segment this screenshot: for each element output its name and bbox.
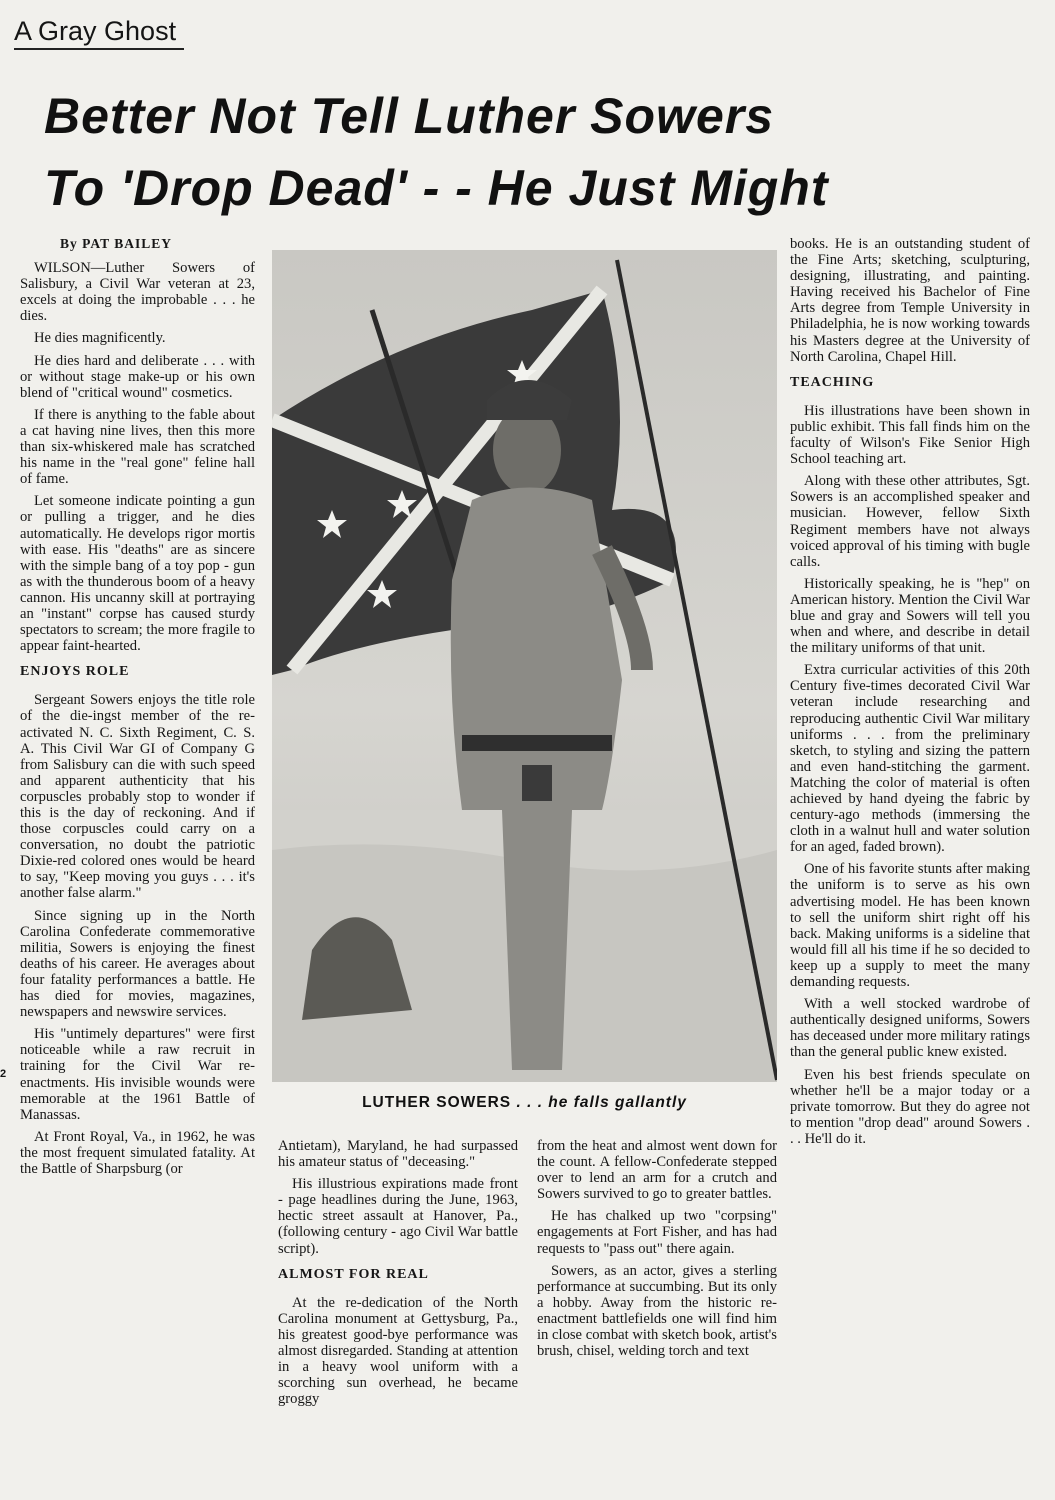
photo-illustration	[272, 250, 777, 1082]
paragraph: One of his favorite stunts after making the uniform is to serve as his own advertising model. He has been known to sell the uniform shirt right off his back. Making uniforms is a sideline that would fill all his time if he so decided to keep up a supply to meet the many demanding requests.	[790, 861, 1030, 991]
headline-line-2: To 'Drop Dead' - - He Just Might	[44, 160, 829, 216]
paragraph: With a well stocked wardrobe of authentically designed uniforms, Sowers has deceased under more military ratings than the general public knew existed.	[790, 996, 1030, 1061]
headline-line-1: Better Not Tell Luther Sowers	[44, 88, 775, 144]
paragraph: Sergeant Sowers enjoys the title role of the die-ingst member of the re-activated N. C. Sixth Regiment, C. S. A. This Civil War GI of Company G from Salisbury can die with such speed and apparent authenticity that his corpuscles probably stop to wonder if this is the day of reckoning. And if those corpuscles could carry on a conversation, no doubt the patriotic Dixie-red colored ones would be heard to say, "Keep moving you guys . . . it's another false alarm."	[20, 692, 255, 902]
subheading: ALMOST FOR REAL	[278, 1266, 429, 1282]
paragraph: Extra curricular activities of this 20th Century five-times decorated Civil War veteran include researching and reproducing authentic Civil War military uniforms . . . from the preliminary sketch, to styling and sizing the pattern and even hand-stitching the garment. Matching the color of material is often achieved by hand dyeing the fabric by century-ago methods (immersing the cloth in a walnut hull and water solution for an aged, faded brown).	[790, 662, 1030, 856]
paragraph: Let someone indicate pointing a gun or pulling a trigger, and he dies automatically. He develops rigor mortis with ease. His "deaths" are as sincere with the simple bang of a toy pop - gun as with the thunderous boom of a heavy cannon. His uncanny skill at portraying an "instant" corpse has caused sturdy spectators to scream; the more fragile to appear faint-hearted.	[20, 493, 255, 655]
paragraph: He has chalked up two "corpsing" engagements at Fort Fisher, and has had requests to "pass out" there again.	[537, 1208, 777, 1257]
paragraph: books. He is an outstanding student of the Fine Arts; sketching, sculpturing, designing, illustrating, and painting. Having received his Bachelor of Fine Arts degree from Temple University in Philadelphia, he is now working towards his Masters degree at the University of North Carolina, Chapel Hill.	[790, 236, 1030, 365]
paragraph: He dies hard and deliberate . . . with or without stage make-up or his own blend of "critical wound" cosmetics.	[20, 352, 255, 401]
photo-caption	[272, 1094, 777, 1112]
paragraph: from the heat and almost went down for the count. A fellow-Confederate stepped over to lend an arm for a crutch and Sowers survived to go to greater battles.	[537, 1138, 777, 1203]
paragraph: Along with these other attributes, Sgt. Sowers is an accomplished speaker and musician. However, fellow Sixth Regiment members have not always voiced approval of his timing with bugle calls.	[790, 473, 1030, 570]
paragraph: At the re-dedication of the North Carolina monument at Gettysburg, Pa., his greatest good-bye performance was almost disregarded. Standing at attention in a heavy wool uniform with a scorching sun overhead, he became groggy	[278, 1294, 518, 1408]
article-column-4	[790, 236, 1030, 1153]
paragraph: Antietam), Maryland, he had surpassed his amateur status of "deceasing."	[278, 1138, 518, 1171]
kicker-label: A Gray Ghost	[14, 14, 184, 50]
subheading: ENJOYS ROLE	[20, 664, 130, 680]
paragraph: If there is anything to the fable about a cat having nine lives, then this more than six-whiskered male has scratched his name in the "real gone" feline hall of fame.	[20, 406, 255, 488]
paragraph: WILSON—Luther Sowers of Salisbury, a Civil War veteran at 23, excels at doing the improbable . . . he dies.	[20, 260, 255, 325]
byline: By PAT BAILEY	[60, 236, 173, 251]
paragraph: He dies magnificently.	[34, 330, 166, 347]
article-column-3	[537, 1138, 777, 1365]
paragraph: Sowers, as an actor, gives a sterling performance at succumbing. But its only a hobby. Away from the historic re-enactment battlefields one will find him in close combat with sketch book, artist's brush, chisel, welding torch and text	[537, 1262, 777, 1360]
paragraph: Since signing up in the North Carolina Confederate commemorative militia, Sowers is enjoying the finest deaths of his career. He averages about four fatality performances a battle. He has died for movies, magazines, newspapers and newswire services.	[20, 907, 255, 1021]
article-column-1	[20, 236, 255, 1183]
paragraph: Historically speaking, he is "hep" on American history. Mention the Civil War blue and gray and Sowers will tell you when and where, and describe in detail the military uniforms of that unit.	[790, 575, 1030, 657]
paragraph: At Front Royal, Va., in 1962, he was the most frequent simulated fatality. At the Battle of Sharpsburg (or	[20, 1128, 255, 1177]
headline	[44, 80, 1034, 224]
margin-mark: 2	[0, 1068, 7, 1080]
paragraph: His "untimely departures" were first noticeable while a raw recruit in training for the Civil War re-enactments. His invisible wounds were memorable at the 1961 Battle of Manassas.	[20, 1026, 255, 1123]
article-column-2	[278, 1138, 518, 1413]
paragraph: His illustrious expirations made front - page headlines during the June, 1963, hectic street assault at Hanover, Pa., (following century - ago Civil War battle script).	[278, 1176, 518, 1257]
photo-soldier-with-flag	[272, 250, 777, 1082]
paragraph: Even his best friends speculate on whether he'll be a major today or a private tomorrow. But they do agree not to mention "drop dead" around Sowers . . . He'll do it.	[790, 1066, 1030, 1147]
subheading: TEACHING	[790, 374, 875, 390]
caption-text: . . . he falls gallantly	[511, 1094, 687, 1111]
caption-name: LUTHER SOWERS	[362, 1094, 512, 1111]
paragraph: His illustrations have been shown in public exhibit. This fall finds him on the faculty of Wilson's Fike Senior High School teaching art.	[790, 402, 1030, 468]
